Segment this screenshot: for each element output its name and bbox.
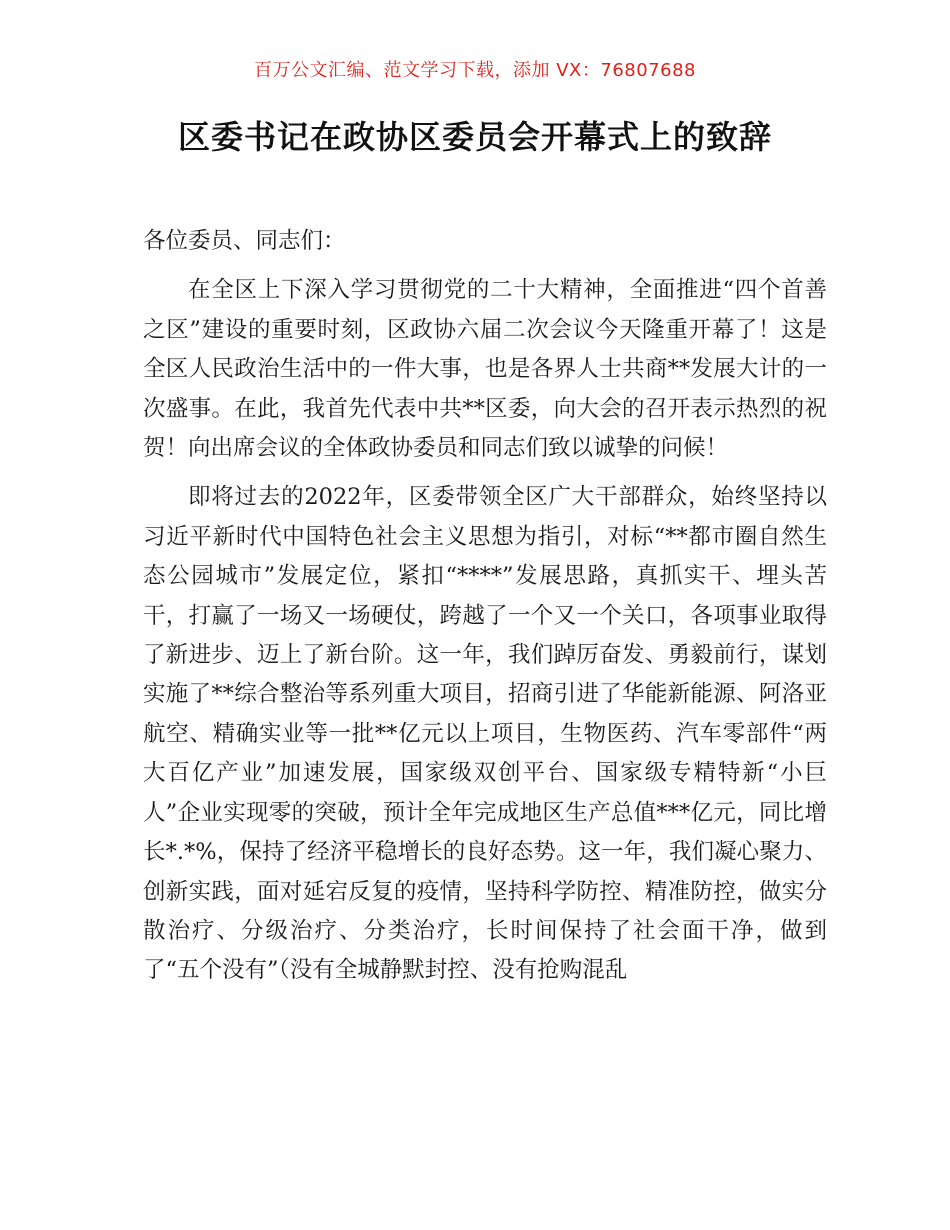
document-title: 区委书记在政协区委员会开幕式上的致辞 (177, 118, 772, 156)
salutation: 各位委员、同志们： (143, 228, 346, 254)
paragraph: 即将过去的2022年，区委带领全区广大干部群众，始终坚持以习近平新时代中国特色社会主义思想为指引，对标“**都市圈自然生态公园城市”发展定位，紧扣“****”发展思路，真抓实干、埋头苦干，打赢了一场又一场硬仗，跨越了一个又一个关口，各项事业取得了新进步、迈上了新台阶。这一年，我们踔厉奋发、勇毅前行，谋划实施了**综合整治等系列重大项目，招商引进了华能新能源、阿洛亚航空、精确实业等一批**亿元以上项目，生物医药、汽车零部件“两大百亿产业”加速发展，国家级双创平台、国家级专精特新“小巨人”企业实现零的突破，预计全年完成地区生产总值***亿元，同比增长*.*%，保持了经济平稳增长的良好态势。这一年，我们凝心聚力、创新实践，面对延宕反复的疫情，坚持科学防控、精准防控，做实分散治疗、分级治疗、分类治疗，长时间保持了社会面干净，做到了“五个没有”（没有全城静默封控、没有抢购混乱 (143, 484, 827, 984)
document-body (143, 222, 827, 991)
paragraph: 在全区上下深入学习贯彻党的二十大精神，全面推进“四个首善之区”建设的重要时刻，区政协六届二次会议今天隆重开幕了！这是全区人民政治生活中的一件大事，也是各界人士共商**发展大计的一次盛事。在此，我首先代表中共**区委，向大会的召开表示热烈的祝贺！向出席会议的全体政协委员和同志们致以诚挚的问候！ (143, 277, 827, 462)
header-note: 百万公文汇编、范文学习下载，添加 VX：76807688 (254, 60, 696, 81)
